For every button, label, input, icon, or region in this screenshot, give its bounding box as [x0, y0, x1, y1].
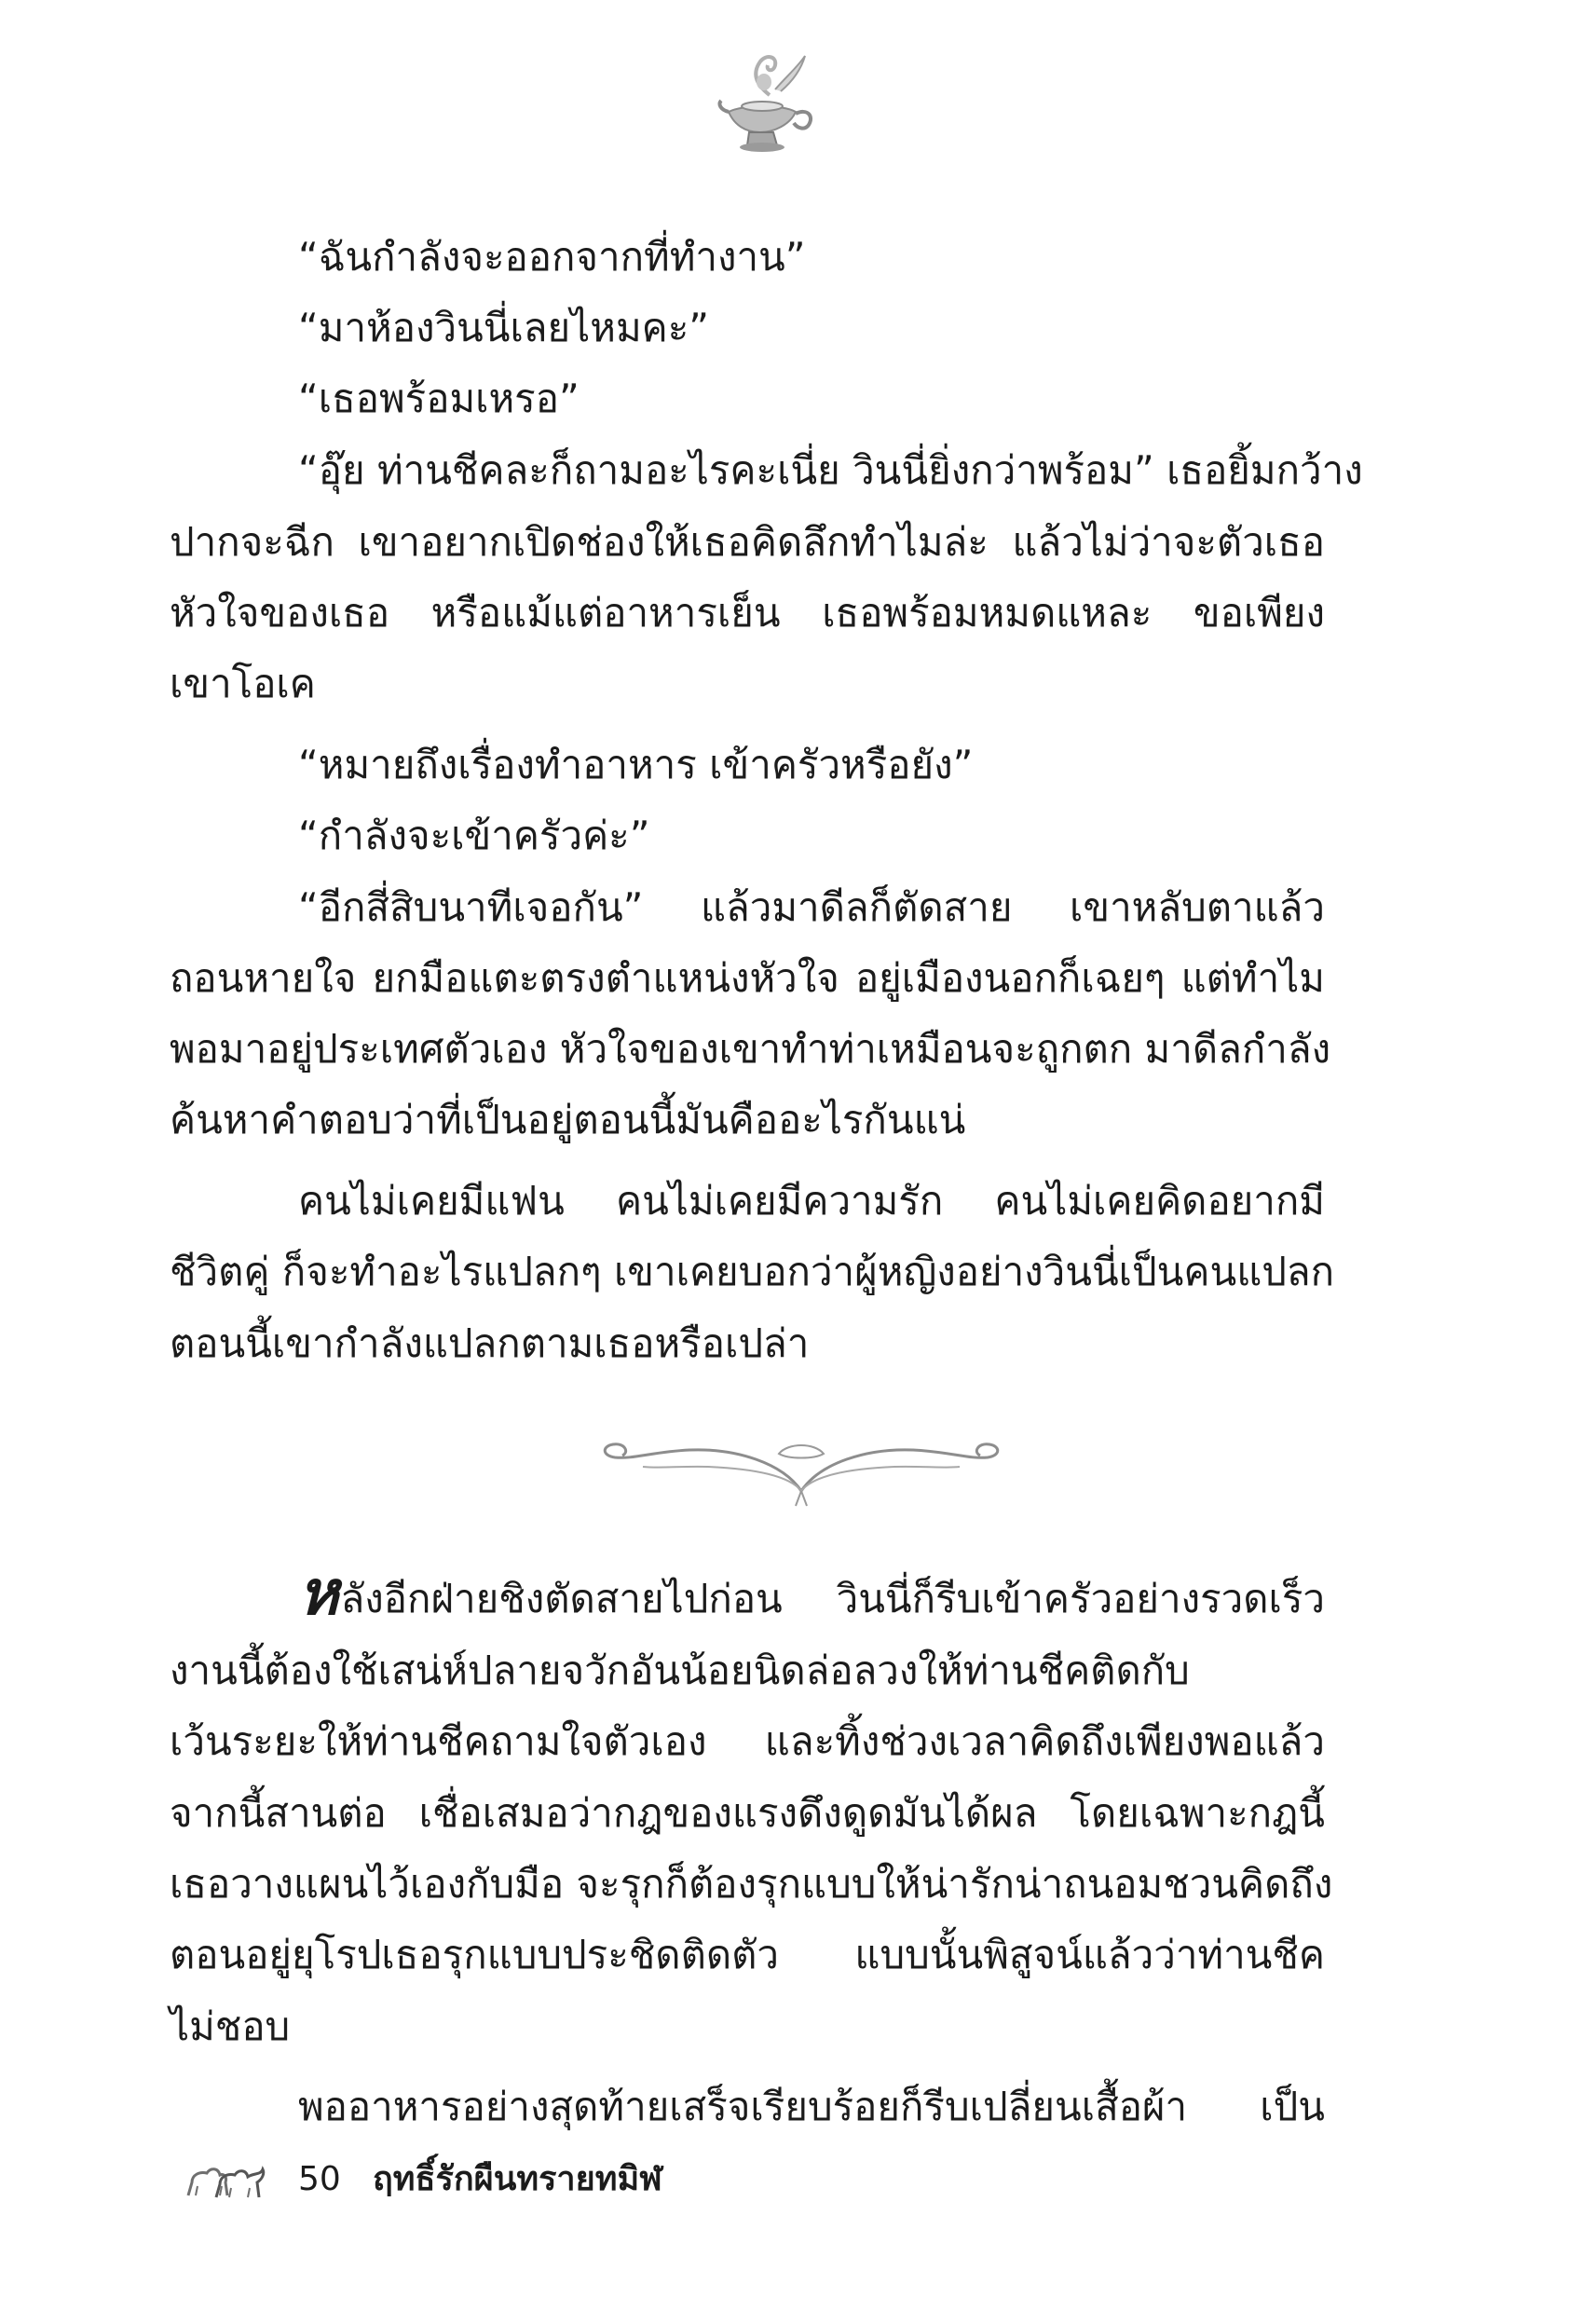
text-line: งานนี้ต้องใช้เสน่ห์ปลายจวักอันน้อยนิดล่อลวงให้ท่านชีคติดกับ [170, 1648, 1190, 1693]
drop-cap: ห [298, 1556, 339, 1629]
text-line: “เธอพร้อมเหรอ” [298, 376, 580, 421]
text-line: ปากจะฉีก เขาอยากเปิดช่องให้เธอคิดลึกทำไมล่ะ แล้วไม่ว่าจะตัวเธอ [170, 519, 1325, 565]
text-line: ค้นหาคำตอบว่าที่เป็นอยู่ตอนนี้มันคืออะไรกันแน่ [170, 1097, 966, 1142]
text-line: เธอวางแผนไว้เองกับมือ จะรุกก็ต้องรุกแบบให้น่ารักน่าถนอมชวนคิดถึง [170, 1861, 1333, 1907]
text-line: “อุ๊ย ท่านชีคละก็ถามอะไรคะเนี่ย วินนี่ยิ่งกว่าพร้อม” เธอยิ้มกว้าง [298, 447, 1363, 493]
text-line: ชีวิตคู่ ก็จะทำอะไรแปลกๆ เขาเคยบอกว่าผู้หญิงอย่างวินนี่เป็นคนแปลก [170, 1249, 1335, 1294]
text-line: ตอนนี้เขากำลังแปลกตามเธอหรือเปล่า [170, 1320, 810, 1366]
book-title: ฤทธิ์รักผืนทรายทมิฬ [373, 2160, 662, 2198]
text-line: พอมาอยู่ประเทศตัวเอง หัวใจของเขาทำท่าเหมือนจะถูกตก มาดีลกำลัง [170, 1026, 1331, 1072]
text-line: “อีกสี่สิบนาทีเจอกัน” แล้วมาดีลก็ตัดสาย เขาหลับตาแล้ว [298, 884, 1325, 930]
text-line: จากนี้สานต่อ เชื่อเสมอว่ากฎของแรงดึงดูดมันได้ผล โดยเฉพาะกฎนี้ [170, 1790, 1325, 1836]
opening-line [298, 1556, 1325, 1629]
genie-lamp-ornament-icon [716, 48, 818, 156]
text-line: ถอนหายใจ ยกมือแตะตรงตำแหน่งหัวใจ อยู่เมืองนอกก็เฉยๆ แต่ทำไม [170, 955, 1325, 1001]
camel-caravan-icon [183, 2154, 268, 2203]
page-footer [183, 2153, 835, 2208]
text-line: ตอนอยู่ยุโรปเธอรุกแบบประชิดติดตัว แบบนั้นพิสูจน์แล้วว่าท่านชีค [170, 1932, 1325, 1977]
text-line: เขาโอเค [170, 661, 316, 706]
page-number: 50 [298, 2160, 341, 2198]
text-line: “มาห้องวินนี่เลยไหมคะ” [298, 305, 710, 350]
text-line: “กำลังจะเข้าครัวค่ะ” [298, 813, 650, 858]
flourish-divider-icon [596, 1426, 1006, 1510]
text-line: “หมายถึงเรื่องทำอาหาร เข้าครัวหรือยัง” [298, 742, 974, 787]
text-line: “ฉันกำลังจะออกจากที่ทำงาน” [298, 234, 806, 280]
text-line: เว้นระยะให้ท่านชีคถามใจตัวเอง และทิ้งช่วงเวลาคิดถึงเพียงพอแล้ว [170, 1718, 1325, 1764]
text-line: ไม่ชอบ [170, 2003, 291, 2049]
text-line: พออาหารอย่างสุดท้ายเสร็จเรียบร้อยก็รีบเปลี่ยนเสื้อผ้า เป็น [298, 2084, 1325, 2129]
text-span: ลังอีกฝ่ายชิงตัดสายไปก่อน วินนี่ก็รีบเข้าครัวอย่างรวดเร็ว [340, 1576, 1325, 1621]
text-line: คนไม่เคยมีแฟน คนไม่เคยมีความรัก คนไม่เคยคิดอยากมี [298, 1178, 1325, 1224]
text-line: หัวใจของเธอ หรือแม้แต่อาหารเย็น เธอพร้อมหมดแหละ ขอเพียง [170, 590, 1325, 636]
